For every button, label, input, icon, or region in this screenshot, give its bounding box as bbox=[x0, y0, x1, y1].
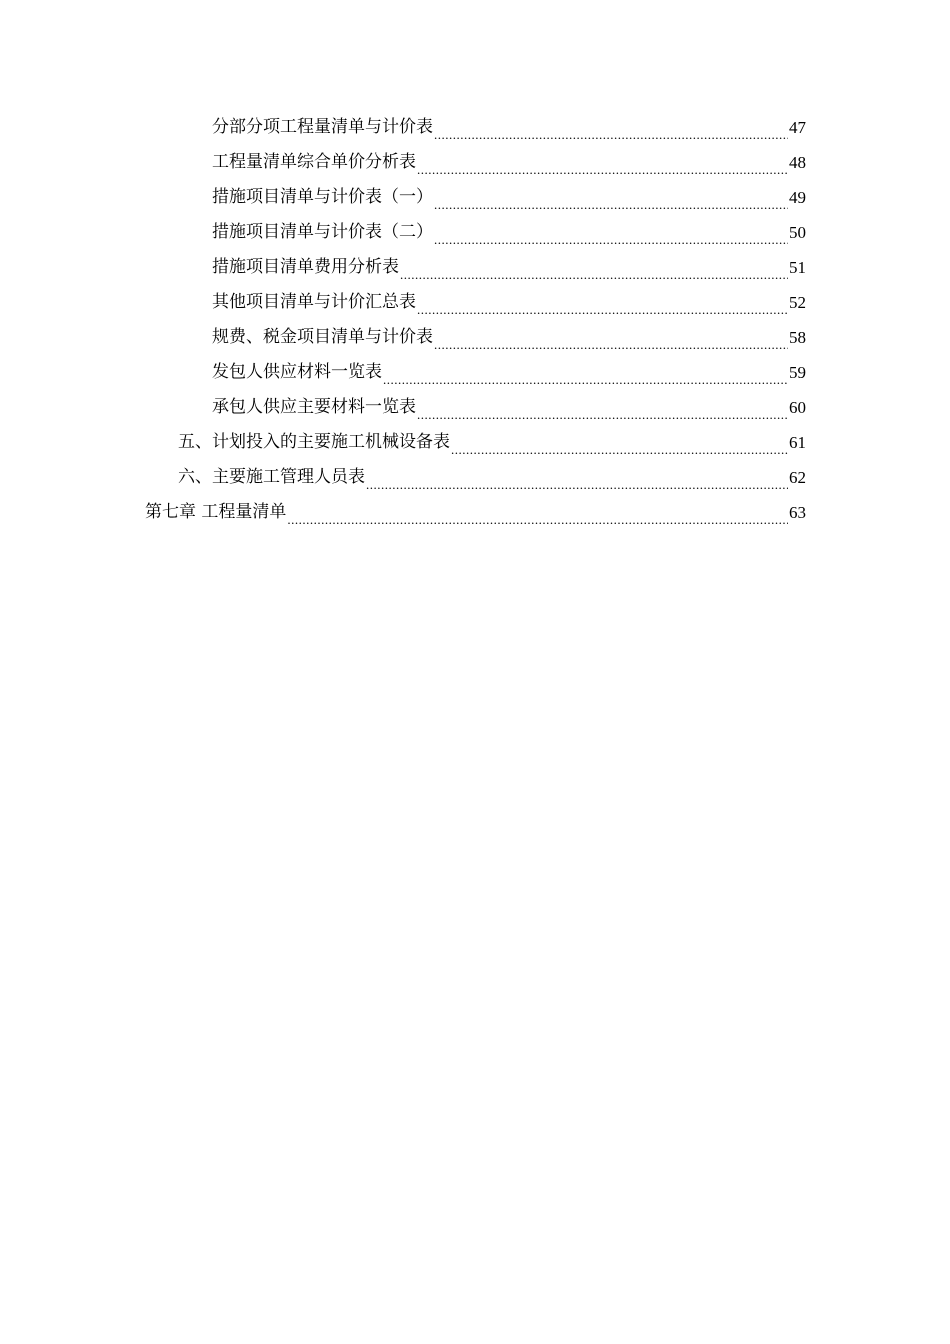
toc-entry-title: 六、主要施工管理人员表 bbox=[178, 467, 365, 487]
toc-dot-leader bbox=[366, 460, 788, 495]
toc-entry-title: 措施项目清单与计价表（一） bbox=[212, 187, 433, 207]
toc-entry-title: 五、计划投入的主要施工机械设备表 bbox=[178, 432, 450, 452]
toc-entry-title: 措施项目清单费用分析表 bbox=[212, 257, 399, 277]
toc-entry[interactable] bbox=[145, 145, 806, 180]
toc-dot-leader bbox=[383, 355, 788, 390]
toc-entry-page: 50 bbox=[789, 223, 806, 242]
toc-dot-leader bbox=[434, 215, 788, 250]
toc-entry[interactable] bbox=[145, 390, 806, 425]
toc-entry-page: 48 bbox=[789, 153, 806, 172]
toc-dot-leader bbox=[287, 495, 788, 530]
toc-entry-title: 分部分项工程量清单与计价表 bbox=[212, 117, 433, 137]
toc-dot-leader bbox=[400, 250, 788, 285]
toc-entry-title: 规费、税金项目清单与计价表 bbox=[212, 327, 433, 347]
toc-dot-leader bbox=[451, 425, 788, 460]
toc-entry[interactable] bbox=[145, 180, 806, 215]
toc-entry-page: 62 bbox=[789, 468, 806, 487]
toc-entry-title: 措施项目清单与计价表（二） bbox=[212, 222, 433, 242]
toc-entry[interactable] bbox=[145, 320, 806, 355]
toc-entry-page: 51 bbox=[789, 258, 806, 277]
toc-entry[interactable] bbox=[145, 110, 806, 145]
toc-entry-page: 47 bbox=[789, 118, 806, 137]
toc-entry-page: 49 bbox=[789, 188, 806, 207]
toc-dot-leader bbox=[434, 320, 788, 355]
toc-entry[interactable] bbox=[145, 460, 806, 495]
toc-entry[interactable] bbox=[145, 285, 806, 320]
toc-entry-title: 工程量清单综合单价分析表 bbox=[212, 152, 416, 172]
toc-entry[interactable] bbox=[145, 215, 806, 250]
toc-entry-page: 61 bbox=[789, 433, 806, 452]
toc-entry[interactable] bbox=[145, 355, 806, 390]
toc-entry[interactable] bbox=[145, 425, 806, 460]
toc-entry-page: 60 bbox=[789, 398, 806, 417]
toc-entry-title: 第七章 工程量清单 bbox=[145, 502, 287, 522]
toc-entry-page: 52 bbox=[789, 293, 806, 312]
toc-dot-leader bbox=[417, 390, 788, 425]
toc-entry-title: 承包人供应主要材料一览表 bbox=[212, 397, 416, 417]
toc-entry[interactable] bbox=[145, 495, 806, 530]
toc-dot-leader bbox=[434, 110, 788, 145]
toc-entry[interactable] bbox=[145, 250, 806, 285]
toc-entry-page: 58 bbox=[789, 328, 806, 347]
toc-entry-title: 其他项目清单与计价汇总表 bbox=[212, 292, 416, 312]
toc-dot-leader bbox=[417, 285, 788, 320]
toc-entry-title: 发包人供应材料一览表 bbox=[212, 362, 382, 382]
toc-dot-leader bbox=[417, 145, 788, 180]
toc-entry-page: 59 bbox=[789, 363, 806, 382]
table-of-contents bbox=[145, 110, 806, 530]
toc-entry-page: 63 bbox=[789, 503, 806, 522]
toc-dot-leader bbox=[434, 180, 788, 215]
